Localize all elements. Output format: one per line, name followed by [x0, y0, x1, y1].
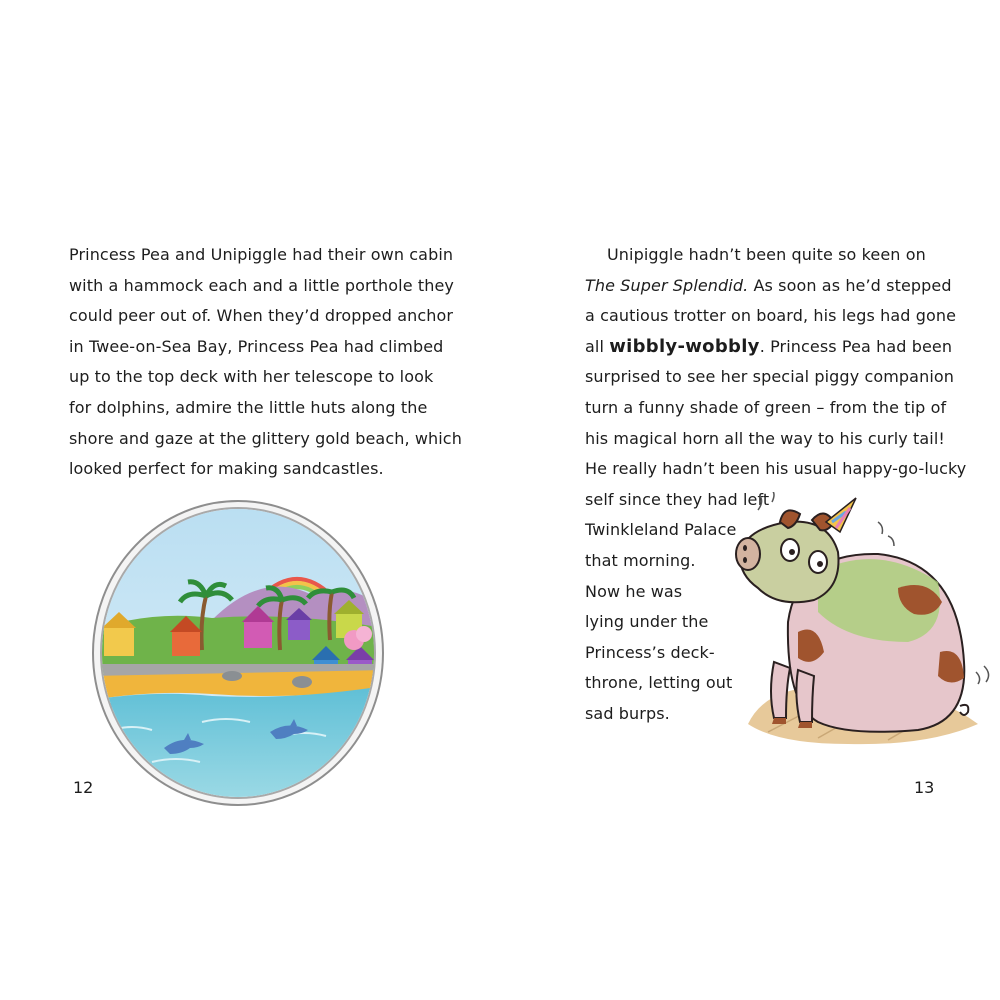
text-line: shore and gaze at the glittery gold beach, which [69, 428, 462, 448]
sea [92, 686, 384, 806]
text-line: Twinkleland Palace [585, 520, 737, 540]
text-line: turn a funny shade of green – from the tip of [585, 397, 947, 417]
text-line: throne, letting out [585, 673, 733, 693]
text-line: lying under the [585, 612, 709, 632]
text-line: with a hammock each and a little porthole they [69, 275, 454, 295]
left-paragraph [69, 240, 462, 485]
ship-name: The Super Splendid. [585, 275, 749, 295]
text-line: for dolphins, admire the little huts along the [69, 397, 428, 417]
unipiggle-illustration [728, 492, 996, 752]
text-line: Princess’s deck- [585, 642, 715, 662]
text-line: Princess Pea and Unipiggle had their own cabin [69, 245, 454, 264]
text-line: looked perfect for making sandcastles. [69, 459, 384, 479]
emphasis-text: wibbly-wobbly [609, 335, 760, 357]
text-line: could peer out of. When they’d dropped anchor [69, 306, 454, 326]
text-line: sad burps. [585, 703, 670, 723]
text-line: surprised to see her special piggy companion [585, 367, 954, 387]
text-line: a cautious trotter on board, his legs had gone [585, 306, 957, 326]
text-line: Unipiggle hadn’t been quite so keen on [607, 245, 926, 264]
text-line: in Twee-on-Sea Bay, Princess Pea had climbed [69, 336, 444, 356]
text-line: self since they had left [585, 489, 770, 509]
page-number: 13 [914, 778, 935, 797]
page-number: 12 [73, 778, 94, 797]
text-line: all wibbly-wobbly. Princess Pea had been [585, 335, 953, 357]
text-line: his magical horn all the way to his curly tail! [585, 428, 945, 448]
text-line: The Super Splendid. As soon as he’d stepped [585, 275, 952, 295]
porthole-illustration [92, 500, 384, 806]
text-line: Now he was [585, 581, 683, 601]
text-line: up to the top deck with her telescope to look [69, 367, 434, 387]
text-line: that morning. [585, 550, 696, 570]
text-line: He really hadn’t been his usual happy-go-lucky [585, 459, 967, 479]
pig-snout [736, 538, 760, 570]
